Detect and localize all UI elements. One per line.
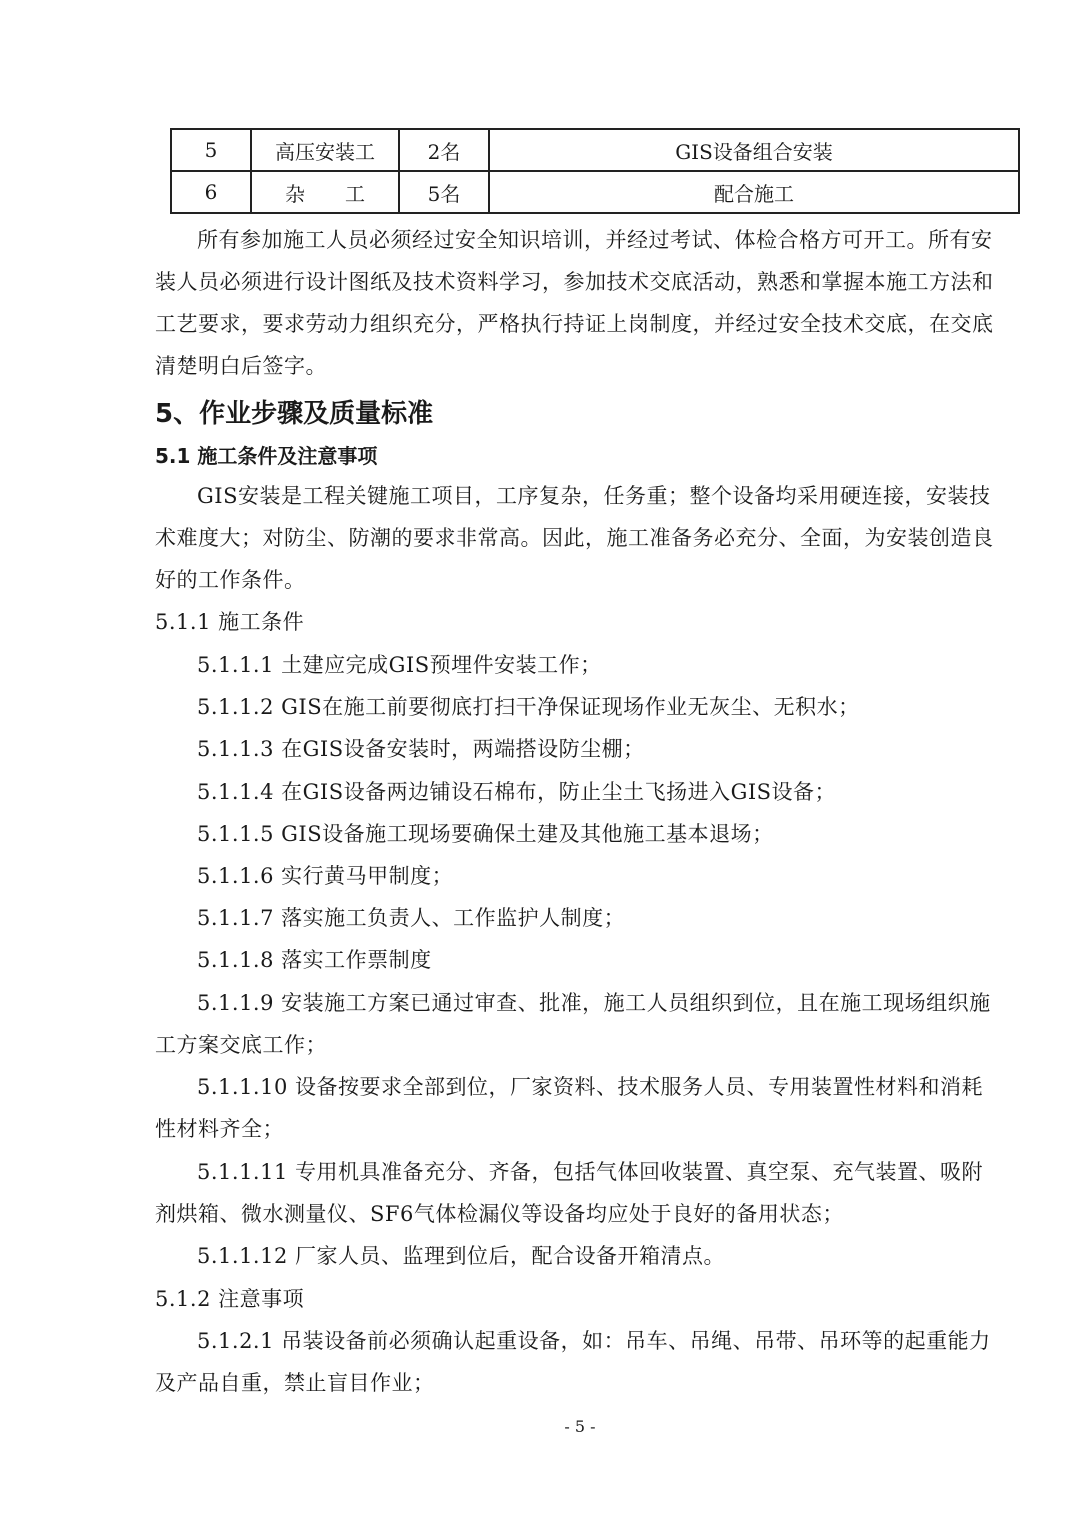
paragraph-line: 好的工作条件。 [155,568,306,592]
list-item: 5.1.1.12 厂家人员、监理到位后，配合设备开箱清点。 [197,1244,726,1268]
list-item: 5.1.1.11 专用机具准备充分、齐备，包括气体回收装置、真空泵、充气装置、吸附 [197,1160,984,1184]
subsection-heading: 5.1 施工条件及注意事项 [155,444,378,468]
cell-count: 5名 [399,171,489,213]
paragraph-line: 清楚明白后签字。 [155,354,327,378]
staff-table [170,128,1020,214]
list-item-continuation: 工方案交底工作； [155,1033,327,1057]
list-item: 5.1.1.10 设备按要求全部到位，厂家资料、技术服务人员、专用装置性材料和消耗 [197,1075,984,1099]
list-item-continuation: 剂烘箱、微水测量仪、SF6气体检漏仪等设备均应处于良好的备用状态； [155,1202,844,1226]
list-item: 5.1.1.1 土建应完成GIS预埋件安装工作； [197,653,602,677]
list-item: 5.1.1.5 GIS设备施工现场要确保土建及其他施工基本退场； [197,822,774,846]
list-item: 5.1.1.8 落实工作票制度 [197,948,432,972]
cell-no: 6 [171,171,251,213]
cell-count: 2名 [399,129,489,171]
list-item: 5.1.2.1 吊装设备前必须确认起重设备，如：吊车、吊绳、吊带、吊环等的起重能力 [197,1329,991,1353]
list-item: 5.1.1.3 在GIS设备安装时，两端搭设防尘棚； [197,737,645,761]
list-item: 5.1.1.9 安装施工方案已通过审查、批准，施工人员组织到位，且在施工现场组织施 [197,991,991,1015]
clause-heading: 5.1.1 施工条件 [155,610,305,634]
cell-task: 配合施工 [489,171,1019,213]
clause-heading: 5.1.2 注意事项 [155,1287,305,1311]
paragraph-line: 装人员必须进行设计图纸及技术资料学习，参加技术交底活动，熟悉和掌握本施工方法和 [155,270,994,294]
cell-no: 5 [171,129,251,171]
table-row [171,171,1019,213]
paragraph-line: 所有参加施工人员必须经过安全知识培训，并经过考试、体检合格方可开工。所有安 [197,228,993,252]
list-item-continuation: 及产品自重，禁止盲目作业； [155,1371,435,1395]
page-number: - 5 - [564,1417,596,1436]
list-item-continuation: 性材料齐全； [155,1117,284,1141]
cell-role: 杂 工 [251,171,399,213]
section-heading: 5、作业步骤及质量标准 [155,399,434,429]
cell-task: GIS设备组合安装 [489,129,1019,171]
list-item: 5.1.1.6 实行黄马甲制度； [197,864,454,888]
paragraph-line: 工艺要求，要求劳动力组织充分，严格执行持证上岗制度，并经过安全技术交底，在交底 [155,312,994,336]
paragraph-line: GIS安装是工程关键施工项目，工序复杂，任务重；整个设备均采用硬连接，安装技 [197,484,991,508]
table-row [171,129,1019,171]
cell-role: 高压安装工 [251,129,399,171]
list-item: 5.1.1.2 GIS在施工前要彻底打扫干净保证现场作业无灰尘、无积水； [197,695,860,719]
list-item: 5.1.1.7 落实施工负责人、工作监护人制度； [197,906,626,930]
paragraph-line: 术难度大；对防尘、防潮的要求非常高。因此，施工准备务必充分、全面，为安装创造良 [155,526,994,550]
list-item: 5.1.1.4 在GIS设备两边铺设石棉布，防止尘土飞扬进入GIS设备； [197,780,837,804]
